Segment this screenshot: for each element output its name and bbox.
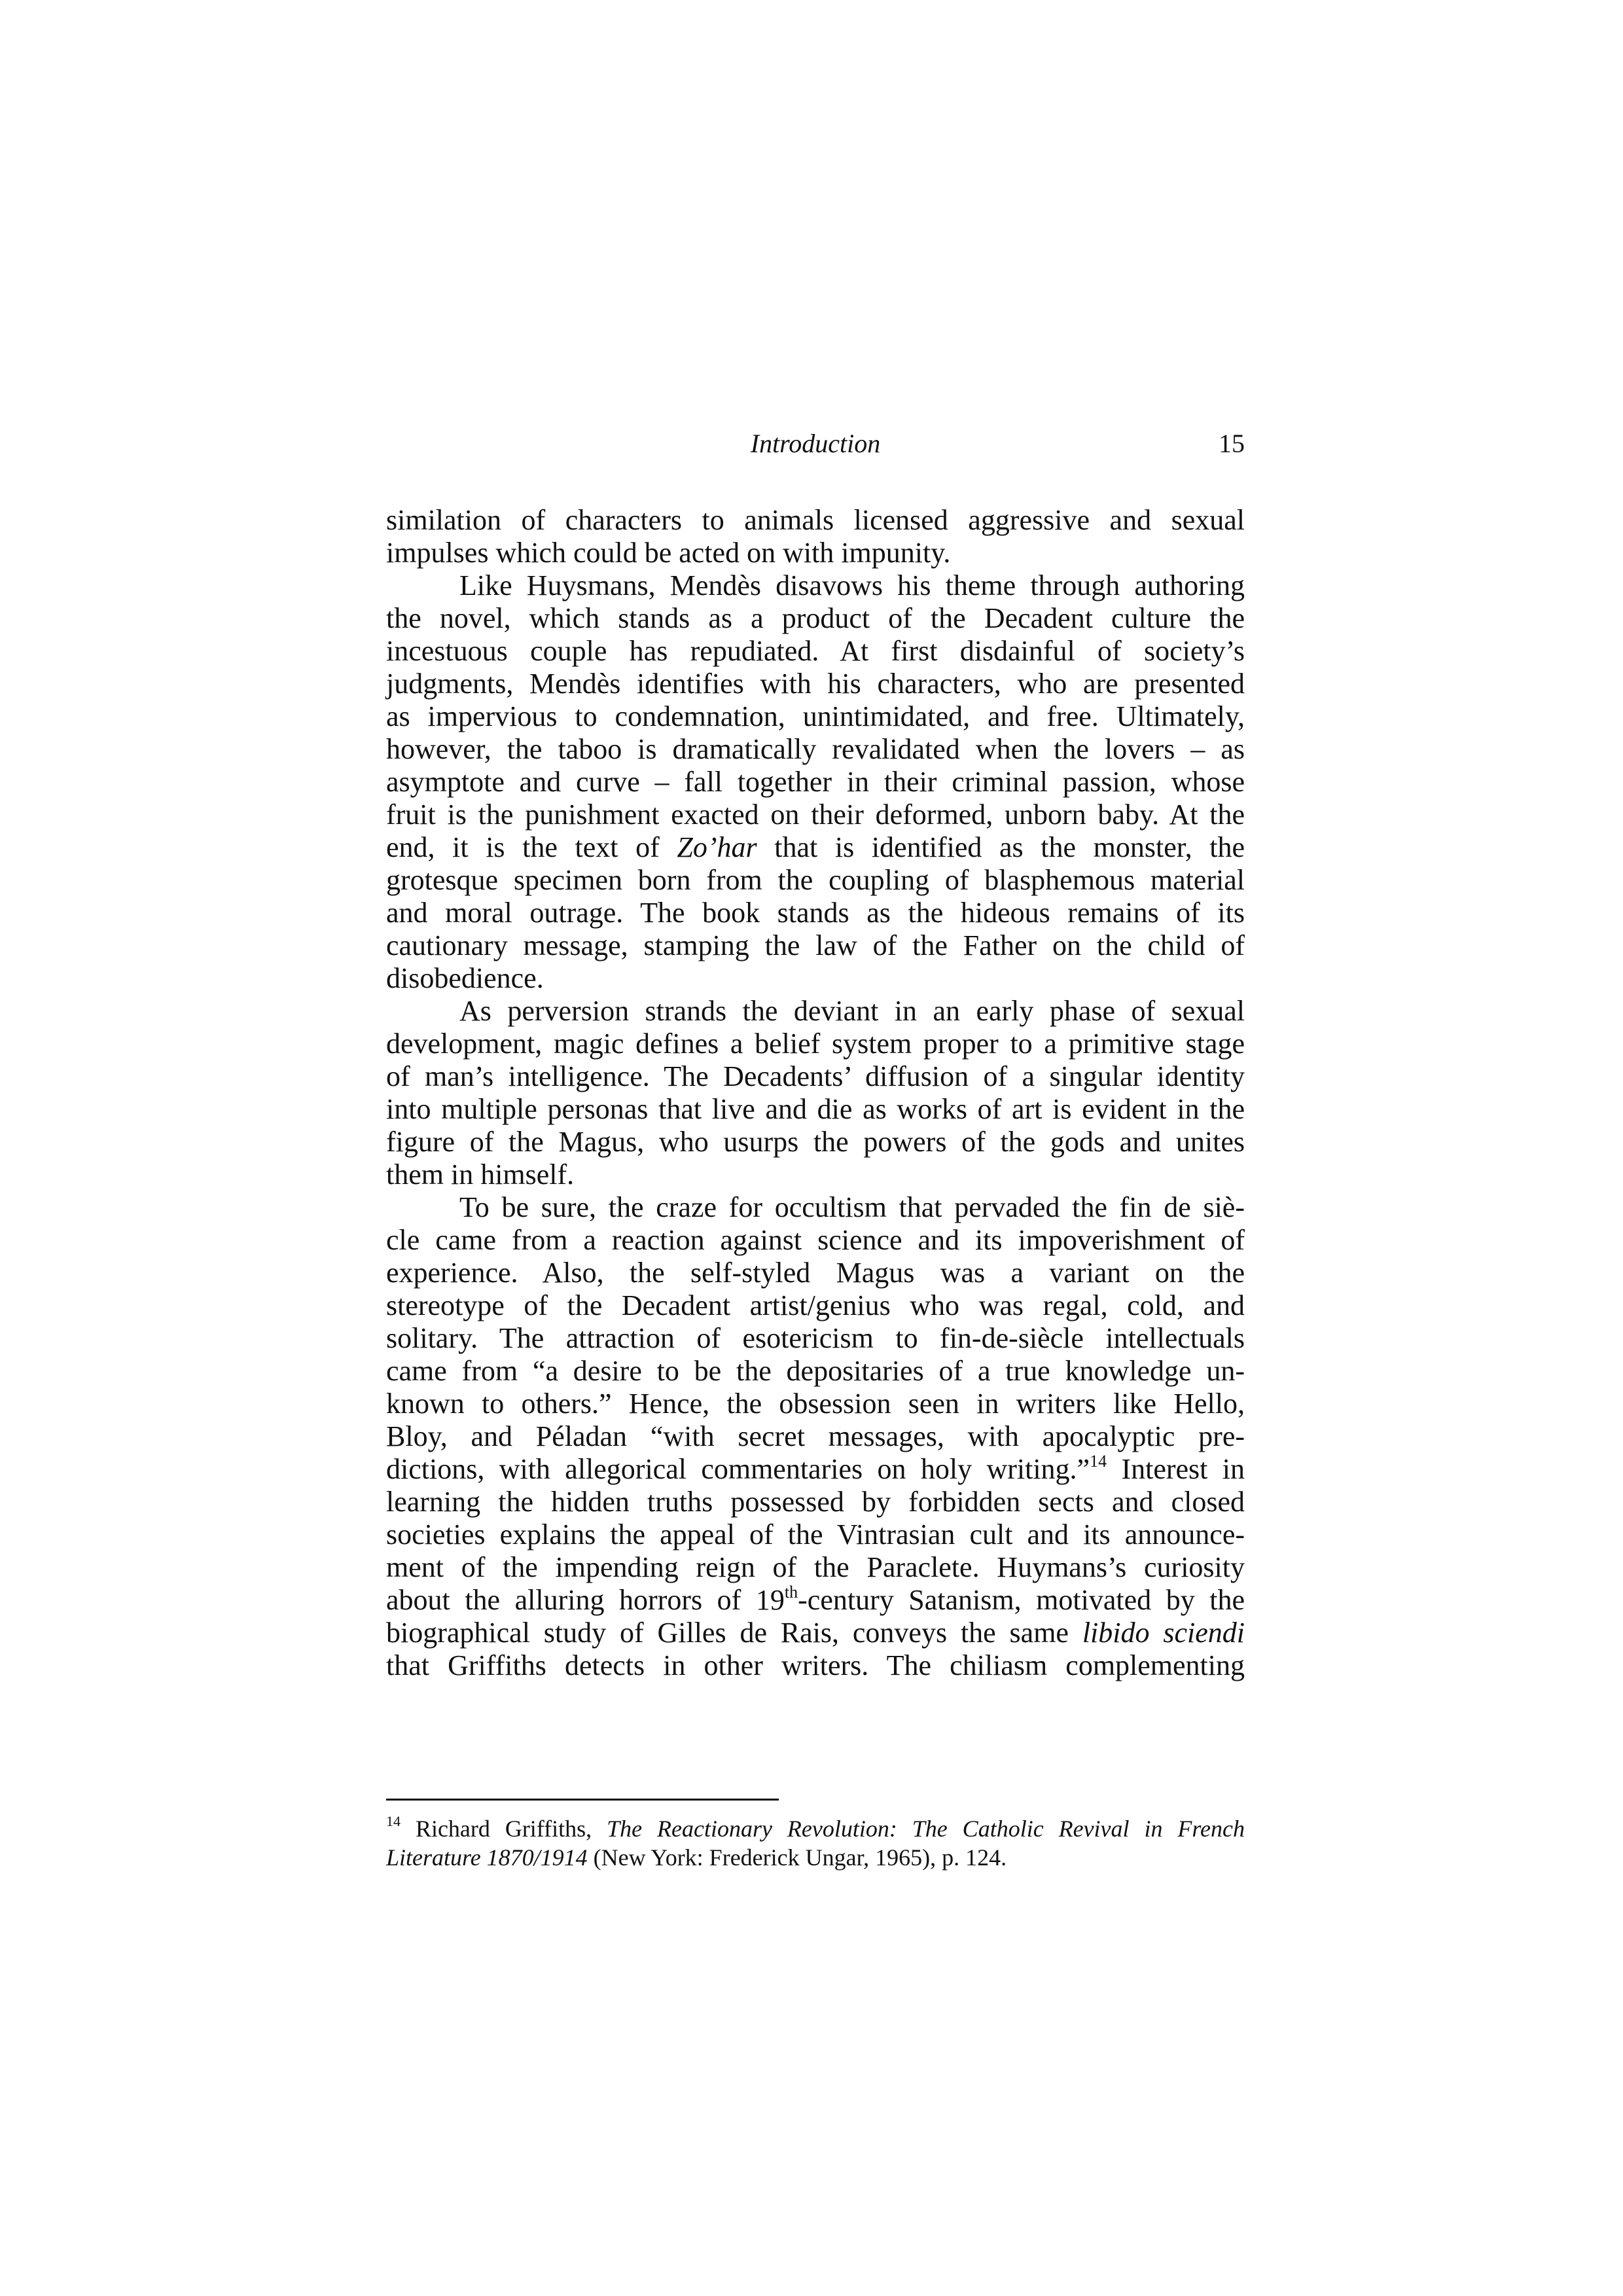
text-line: stereotype of the Decadent artist/genius who was regal, cold, and — [386, 1289, 1245, 1321]
footnote-line — [386, 1843, 1245, 1872]
footnote — [386, 1814, 1245, 1872]
text-line: known to others.” Hence, the obsession seen in writers like Hello, — [386, 1388, 1245, 1420]
text-line: Bloy, and Péladan “with secret messages, with apocalyptic pre- — [386, 1420, 1245, 1452]
footnote-number: 14 — [386, 1813, 401, 1829]
text-line: of man’s intelligence. The Decadents’ diffusion of a singular identity — [386, 1060, 1245, 1092]
text-segment: -century Satanism, motivated by the — [798, 1584, 1245, 1616]
text-line — [386, 1453, 1245, 1486]
paragraph-start-line: As perversion strands the deviant in an early phase of sexual — [459, 995, 1245, 1027]
text-line: impulses which could be acted on with impunity. — [386, 537, 951, 569]
text-line: them in himself. — [386, 1158, 575, 1191]
ordinal-suffix: th — [784, 1583, 798, 1602]
text-line: into multiple personas that live and die as works of art is evident in the — [386, 1093, 1245, 1125]
text-line — [386, 1617, 1245, 1649]
text-line: disobedience. — [386, 962, 544, 994]
text-segment: biographical study of Gilles de Rais, conveys the same — [386, 1617, 1069, 1649]
footnote-author: Richard Griffiths, — [415, 1816, 592, 1842]
text-segment: end, it is the text of — [386, 831, 660, 863]
footnote-reference[interactable]: 14 — [1090, 1452, 1107, 1471]
running-header — [386, 427, 1245, 466]
footnote-line — [386, 1814, 1245, 1843]
text-line: cle came from a reaction against science and its impoverishment of — [386, 1224, 1245, 1256]
body-text — [386, 504, 1245, 1682]
footnote-title: The Reactionary Revolution: The Catholic Revival in French — [607, 1816, 1245, 1842]
paragraph-start-line: To be sure, the craze for occultism that pervaded the fin de siè- — [459, 1191, 1245, 1223]
text-line: as impervious to condemnation, unintimidated, and free. Ultimately, — [386, 700, 1245, 732]
page-number: 15 — [1219, 429, 1245, 458]
running-title: Introduction — [750, 429, 881, 458]
text-line: however, the taboo is dramatically revalidated when the lovers – as — [386, 733, 1245, 765]
footnote-divider — [386, 1799, 779, 1801]
text-line: learning the hidden truths possessed by forbidden sects and closed — [386, 1486, 1245, 1518]
text-segment: that is identified as the monster, the — [774, 831, 1245, 863]
latin-phrase-italic: libido sciendi — [1082, 1617, 1245, 1649]
footnote-title-cont: Literature 1870/1914 — [386, 1844, 588, 1871]
text-line: grotesque specimen born from the coupling of blasphemous material — [386, 864, 1245, 896]
text-segment: about the alluring horrors of 19 — [386, 1584, 785, 1616]
text-line: that Griffiths detects in other writers. The chiliasm complementing — [386, 1649, 1245, 1681]
text-line: figure of the Magus, who usurps the powers of the gods and unites — [386, 1126, 1245, 1158]
text-line: development, magic defines a belief system proper to a primitive stage — [386, 1028, 1245, 1060]
text-segment: Interest in — [1121, 1453, 1245, 1485]
book-title-italic: Zo’har — [677, 831, 757, 863]
text-line: asymptote and curve – fall together in their criminal passion, whose — [386, 766, 1245, 798]
footnote-publication: (New York: Frederick Ungar, 1965), p. 124. — [593, 1844, 1007, 1871]
text-line: and moral outrage. The book stands as the hideous remains of its — [386, 897, 1245, 929]
text-line: ment of the impending reign of the Paraclete. Huymans’s curiosity — [386, 1551, 1245, 1583]
text-line: societies explains the appeal of the Vintrasian cult and its announce- — [386, 1518, 1245, 1551]
text-line: judgments, Mendès identifies with his characters, who are presented — [386, 668, 1245, 700]
text-line: experience. Also, the self-styled Magus was a variant on the — [386, 1257, 1245, 1289]
text-line: cautionary message, stamping the law of the Father on the child of — [386, 929, 1245, 961]
text-line: solitary. The attraction of esotericism to fin-de-siècle intellectuals — [386, 1322, 1245, 1354]
text-line — [386, 831, 1245, 864]
paragraph-start-line: Like Huysmans, Mendès disavows his theme through authoring — [459, 569, 1245, 601]
text-line: fruit is the punishment exacted on their deformed, unborn baby. At the — [386, 798, 1245, 831]
text-line — [386, 1584, 1245, 1617]
text-line: the novel, which stands as a product of the Decadent culture the — [386, 602, 1245, 634]
text-line: similation of characters to animals licensed aggressive and sexual — [386, 504, 1245, 536]
text-line: incestuous couple has repudiated. At first disdainful of society’s — [386, 635, 1245, 667]
text-line: came from “a desire to be the depositaries of a true knowledge un- — [386, 1355, 1245, 1387]
text-segment: dictions, with allegorical commentaries on holy writing.” — [386, 1453, 1090, 1485]
